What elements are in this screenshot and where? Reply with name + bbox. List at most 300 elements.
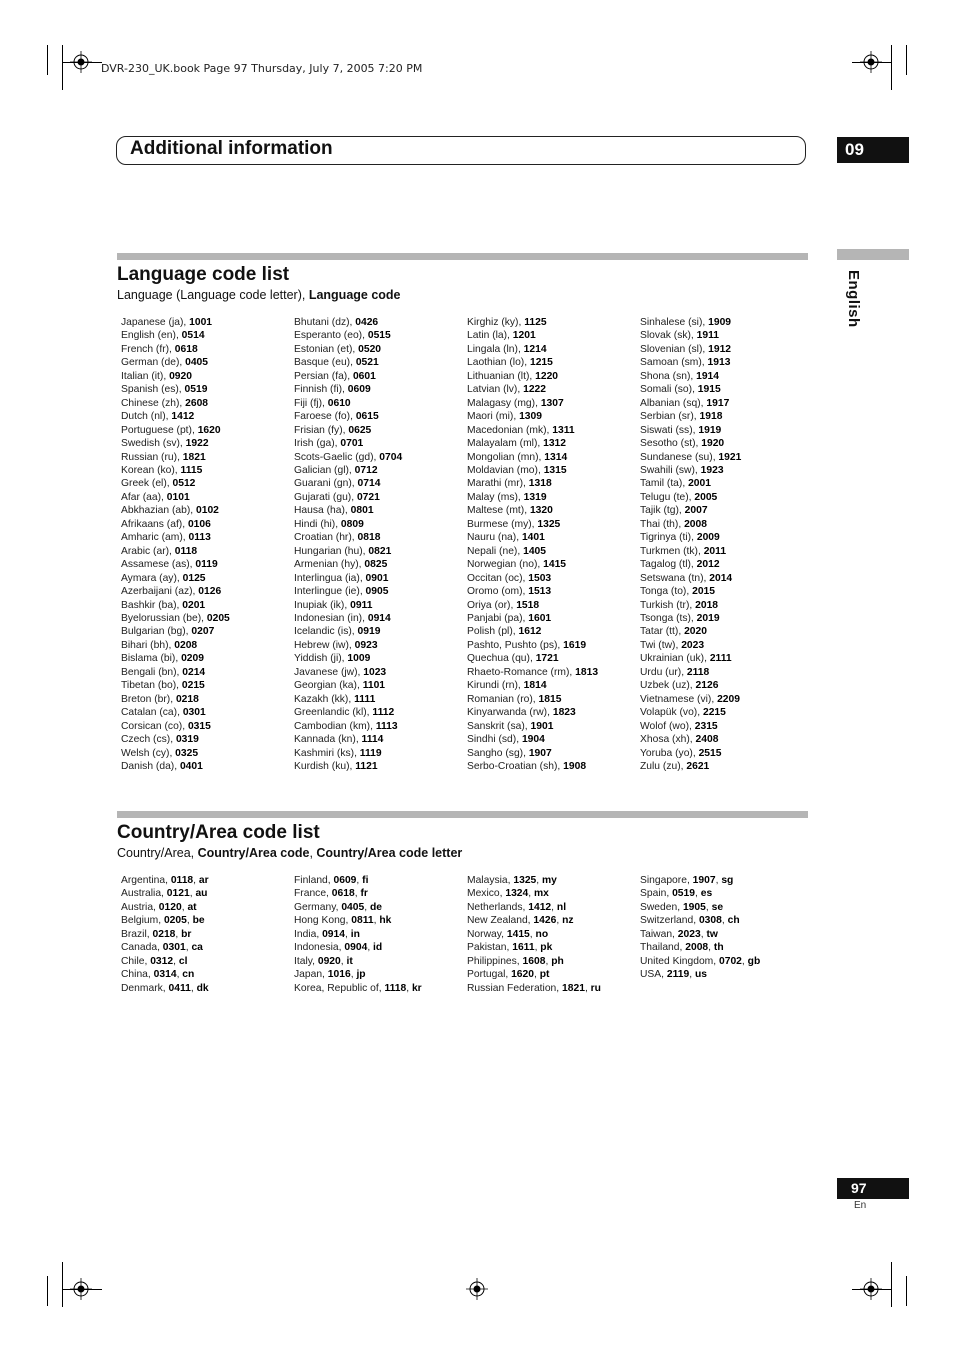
country-letter: id: [373, 942, 383, 954]
language-entry: [467, 518, 598, 531]
language-name: Interlingua (ia),: [294, 572, 366, 584]
country-name: Japan,: [294, 969, 328, 981]
country-name: Pakistan,: [467, 942, 513, 954]
language-code: 2111: [709, 653, 732, 665]
country-entry: [467, 968, 601, 981]
language-code: 0618: [174, 343, 198, 355]
language-entry: [467, 733, 598, 746]
language-entry: [467, 316, 598, 329]
language-code: 0914: [367, 612, 391, 624]
language-code: 1913: [707, 357, 731, 369]
country-letter: mx: [534, 888, 549, 900]
language-name: Assamese (as),: [121, 559, 196, 571]
country-entry: [294, 941, 422, 954]
language-name: Burmese (my),: [467, 518, 538, 530]
language-name: Ukrainian (uk),: [640, 653, 710, 665]
language-entry: [294, 720, 402, 733]
language-name: Irish (ga),: [294, 438, 341, 450]
language-code: 0214: [182, 666, 206, 678]
language-entry: [467, 356, 598, 369]
language-entry: [640, 720, 741, 733]
language-code: 1415: [543, 559, 567, 571]
language-code: 0401: [179, 760, 203, 772]
language-name: Bhutani (dz),: [294, 317, 356, 328]
country-letter: au: [195, 888, 208, 900]
language-column: [640, 316, 741, 773]
language-name: Bislama (bi),: [121, 653, 182, 665]
country-section-subtitle: [117, 845, 462, 861]
country-entry: [294, 928, 422, 941]
language-name: Catalan (ca),: [121, 707, 183, 719]
language-entry: [467, 343, 598, 356]
language-code: 0102: [195, 505, 219, 517]
language-code: 1112: [372, 707, 395, 719]
language-code: 0920: [169, 370, 192, 382]
language-name: Hausa (ha),: [294, 505, 351, 517]
language-name: Dutch (nl),: [121, 411, 172, 423]
language-code: 0721: [356, 491, 380, 503]
country-name: China,: [121, 969, 154, 981]
country-name: Philippines,: [467, 955, 523, 967]
registration-mark-icon: [860, 51, 882, 73]
language-code: 2001: [688, 478, 711, 490]
language-name: Arabic (ar),: [121, 545, 175, 557]
subtitle-plain: Country/Area,: [117, 846, 198, 860]
country-name: Malaysia,: [467, 875, 514, 886]
language-code: 1320: [529, 505, 553, 517]
language-name: Persian (fa),: [294, 370, 353, 382]
language-entry: [121, 545, 230, 558]
language-entry: [121, 464, 230, 477]
language-name: Maori (mi),: [467, 411, 520, 423]
crop-mark: [47, 45, 48, 75]
language-entry: [467, 612, 598, 625]
language-code: 2008: [684, 518, 707, 530]
country-name: Thailand,: [640, 942, 686, 954]
language-entry: [294, 477, 402, 490]
separator: ,: [344, 928, 351, 940]
language-name: Sesotho (st),: [640, 438, 702, 450]
language-name: English (en),: [121, 330, 182, 342]
language-entry: [121, 410, 230, 423]
language-code: 1309: [519, 411, 542, 423]
language-code: 1909: [708, 317, 732, 328]
language-entry: [640, 477, 741, 490]
country-letter: nz: [562, 915, 574, 927]
language-entry: [640, 558, 741, 571]
country-code: 0405: [341, 901, 365, 913]
country-name: Mexico,: [467, 888, 506, 900]
language-code: 1412: [171, 411, 195, 423]
crop-mark: [906, 45, 907, 75]
country-name: USA,: [640, 969, 667, 981]
language-code: 0218: [175, 693, 199, 705]
language-entry: [467, 666, 598, 679]
language-column: [294, 316, 402, 773]
language-code: 1503: [528, 572, 552, 584]
language-name: Bihari (bh),: [121, 639, 175, 651]
country-code: 0121: [166, 888, 190, 900]
subtitle-bold: Country/Area code letter: [316, 846, 463, 860]
language-name: Sinhalese (si),: [640, 317, 709, 328]
language-entry: [294, 706, 402, 719]
page-title: Additional information: [130, 138, 333, 159]
country-name: Indonesia,: [294, 942, 345, 954]
language-entry: [121, 329, 230, 342]
separator: ,: [354, 888, 361, 900]
country-code: 1608: [522, 955, 546, 967]
language-name: Czech (cs),: [121, 734, 176, 746]
page-number: 97: [837, 1178, 909, 1199]
language-name: Samoan (sm),: [640, 357, 708, 369]
country-letter: tw: [706, 928, 718, 940]
separator: ,: [364, 901, 370, 913]
language-entry: [467, 652, 598, 665]
language-code: 0426: [355, 317, 379, 328]
crop-mark: [891, 45, 892, 90]
language-entry: [294, 316, 402, 329]
language-code: 1201: [512, 330, 536, 342]
language-code: 0118: [174, 545, 198, 557]
language-name: Malagasy (mg),: [467, 397, 541, 409]
language-name: Sangho (sg),: [467, 747, 529, 759]
language-code: 0319: [175, 734, 199, 746]
language-entry: [467, 437, 598, 450]
language-name: Armenian (hy),: [294, 559, 365, 571]
language-code: 1101: [362, 680, 386, 692]
language-code: 0521: [355, 357, 379, 369]
subtitle-bold: Language code: [308, 288, 401, 302]
language-code: 1619: [563, 639, 587, 651]
country-code: 2008: [685, 942, 709, 954]
language-entry: [640, 706, 741, 719]
country-letter: ru: [590, 982, 601, 994]
language-name: Interlingue (ie),: [294, 586, 366, 598]
language-name: Finnish (fi),: [294, 384, 348, 396]
country-letter: ar: [198, 875, 209, 886]
language-entry: [467, 706, 598, 719]
language-name: Hebrew (iw),: [294, 639, 355, 651]
language-code: 1918: [699, 411, 723, 423]
language-code: 0520: [358, 343, 382, 355]
language-code: 1111: [354, 693, 376, 705]
language-code: 1113: [375, 720, 398, 732]
language-entry: [467, 720, 598, 733]
country-code: 0702: [719, 955, 742, 967]
country-entry: [294, 982, 422, 995]
language-name: Shona (sn),: [640, 370, 697, 382]
language-code: 1114: [361, 734, 384, 746]
language-name: Turkmen (tk),: [640, 545, 704, 557]
country-letter: in: [350, 928, 360, 940]
language-name: Breton (br),: [121, 693, 176, 705]
language-code: 1121: [355, 760, 378, 772]
language-entry: [121, 356, 230, 369]
language-name: Volapük (vo),: [640, 707, 703, 719]
language-code: 0514: [181, 330, 205, 342]
country-letter: kr: [411, 982, 422, 994]
language-code: 1612: [518, 626, 542, 638]
language-code: 1405: [523, 545, 547, 557]
language-name: Tigrinya (ti),: [640, 532, 697, 544]
language-code: 2209: [717, 693, 740, 705]
language-code: 0825: [364, 559, 388, 571]
language-code: 0923: [354, 639, 378, 651]
language-name: Tonga (to),: [640, 586, 693, 598]
country-name: Taiwan,: [640, 928, 678, 940]
language-name: Kashmiri (ks),: [294, 747, 360, 759]
language-entry: [640, 531, 741, 544]
language-code: 0714: [357, 478, 381, 490]
language-code: 0106: [187, 518, 211, 530]
language-entry: [467, 491, 598, 504]
country-letter: se: [711, 901, 724, 913]
language-name: Scots-Gaelic (gd),: [294, 451, 380, 463]
language-code: 0325: [175, 747, 199, 759]
language-name: Indonesian (in),: [294, 612, 368, 624]
language-code: 1001: [189, 317, 213, 328]
language-code: 1312: [543, 438, 567, 450]
country-entry: [467, 928, 601, 941]
language-entry: [294, 625, 402, 638]
separator: ,: [173, 955, 179, 967]
language-code: 0125: [182, 572, 206, 584]
language-code: 2007: [684, 505, 708, 517]
country-name: Canada,: [121, 942, 163, 954]
country-name: Switzerland,: [640, 915, 699, 927]
language-name: Kurdish (ku),: [294, 760, 356, 772]
language-entry: [640, 356, 741, 369]
language-code: 1620: [197, 424, 221, 436]
language-column: [467, 316, 598, 773]
language-entry: [640, 572, 741, 585]
language-name: Kirundi (rn),: [467, 680, 524, 692]
registration-mark-icon: [466, 1278, 488, 1300]
language-code: 1814: [523, 680, 547, 692]
language-entry: [294, 639, 402, 652]
country-name: United Kingdom,: [640, 955, 719, 967]
country-entry: [121, 901, 209, 914]
language-name: Polish (pl),: [467, 626, 519, 638]
language-entry: [121, 558, 230, 571]
country-letter: cl: [178, 955, 188, 967]
country-name: Brazil,: [121, 928, 153, 940]
language-name: Macedonian (mk),: [467, 424, 553, 436]
country-code: 1118: [384, 982, 407, 994]
language-code: 1125: [524, 317, 547, 328]
country-code: 0914: [322, 928, 345, 940]
separator: ,: [551, 901, 557, 913]
language-name: Latin (la),: [467, 330, 513, 342]
language-code: 0519: [184, 384, 208, 396]
language-code: 0901: [365, 572, 389, 584]
language-section-title: Language code list: [117, 264, 290, 285]
country-letter: dk: [196, 982, 209, 994]
language-name: Guarani (gn),: [294, 478, 358, 490]
language-entry: [640, 747, 741, 760]
country-letter: fi: [362, 875, 369, 886]
language-entry: [467, 531, 598, 544]
language-entry: [121, 437, 230, 450]
country-code: 1324: [505, 888, 529, 900]
language-code: 1920: [701, 438, 725, 450]
language-name: Thai (th),: [640, 518, 685, 530]
country-letter: de: [369, 901, 382, 913]
separator: ,: [367, 942, 374, 954]
language-entry: [640, 693, 741, 706]
language-code: 1911: [696, 330, 719, 342]
language-entry: [640, 518, 741, 531]
language-code: 1907: [528, 747, 552, 759]
country-code: 0609: [333, 875, 357, 886]
language-name: Albanian (sq),: [640, 397, 707, 409]
separator: ,: [534, 969, 540, 981]
language-entry: [294, 383, 402, 396]
country-code: 0205: [163, 915, 187, 927]
separator: ,: [545, 955, 552, 967]
language-entry: [294, 464, 402, 477]
crop-mark: [47, 1276, 48, 1306]
language-code: 0201: [182, 599, 206, 611]
language-code: 2118: [686, 666, 710, 678]
country-name: Denmark,: [121, 982, 169, 994]
language-name: Yoruba (yo),: [640, 747, 699, 759]
language-code: 2011: [703, 545, 727, 557]
language-code: 0515: [367, 330, 391, 342]
country-letter: it: [346, 955, 353, 967]
language-entry: [640, 464, 741, 477]
country-code: 1415: [506, 928, 530, 940]
language-code: 0625: [348, 424, 372, 436]
language-code: 2608: [185, 397, 209, 409]
language-name: Romanian (ro),: [467, 693, 539, 705]
language-entry: [640, 491, 741, 504]
separator: ,: [356, 875, 363, 886]
language-name: Malay (ms),: [467, 491, 524, 503]
separator: ,: [176, 969, 183, 981]
language-entry: [294, 652, 402, 665]
language-code: 0113: [188, 532, 211, 544]
language-entry: [294, 733, 402, 746]
language-code: 1921: [718, 451, 742, 463]
language-entry: [294, 760, 402, 773]
country-name: Korea, Republic of,: [294, 982, 385, 994]
country-entry: [467, 887, 601, 900]
country-code: 2119: [666, 969, 690, 981]
subtitle-plain: Language (Language code letter),: [117, 288, 309, 302]
language-name: Hungarian (hu),: [294, 545, 369, 557]
language-code: 2014: [709, 572, 733, 584]
language-name: Estonian (et),: [294, 343, 359, 355]
language-name: Icelandic (is),: [294, 626, 358, 638]
separator: ,: [705, 901, 712, 913]
country-name: Argentina,: [121, 875, 171, 886]
country-name: Australia,: [121, 888, 167, 900]
language-code: 2009: [696, 532, 720, 544]
language-entry: [640, 343, 741, 356]
language-entry: [467, 504, 598, 517]
language-entry: [294, 343, 402, 356]
language-code: 1215: [529, 357, 553, 369]
country-code: 0218: [152, 928, 176, 940]
country-entry: [121, 887, 209, 900]
language-code: 1318: [528, 478, 552, 490]
language-entry: [121, 599, 230, 612]
country-code: 0519: [672, 888, 695, 900]
language-code: 1912: [708, 343, 732, 355]
language-entry: [121, 585, 230, 598]
language-name: Georgian (ka),: [294, 680, 363, 692]
language-code: 1307: [540, 397, 564, 409]
country-entry: [294, 887, 422, 900]
language-name: Tajik (tg),: [640, 505, 685, 517]
country-entry: [294, 901, 422, 914]
country-letter: at: [187, 901, 197, 913]
country-letter: nl: [556, 901, 567, 913]
language-name: Hindi (hi),: [294, 518, 341, 530]
language-name: Lithuanian (lt),: [467, 370, 536, 382]
language-entry: [467, 760, 598, 773]
country-letter: es: [700, 888, 713, 900]
country-name: Italy,: [294, 955, 318, 967]
language-name: Occitan (oc),: [467, 572, 529, 584]
language-entry: [640, 410, 741, 423]
language-entry: [467, 585, 598, 598]
language-code: 0821: [368, 545, 392, 557]
language-entry: [640, 639, 741, 652]
language-code: 0610: [327, 397, 351, 409]
language-entry: [467, 679, 598, 692]
language-code: 0601: [352, 370, 376, 382]
language-name: Esperanto (eo),: [294, 330, 368, 342]
language-code: 2019: [696, 612, 720, 624]
separator: ,: [185, 942, 192, 954]
country-name: Chile,: [121, 955, 151, 967]
country-name: Spain,: [640, 888, 673, 900]
language-code: 1518: [516, 599, 540, 611]
language-name: Lingala (ln),: [467, 343, 524, 355]
language-name: Tsonga (ts),: [640, 612, 697, 624]
language-entry: [640, 451, 741, 464]
language-entry: [640, 397, 741, 410]
country-column: [640, 874, 760, 982]
language-entry: [467, 639, 598, 652]
country-code: 1905: [682, 901, 706, 913]
country-code: 1611: [512, 942, 535, 954]
separator: ,: [721, 915, 728, 927]
separator: ,: [584, 982, 591, 994]
language-name: Quechua (qu),: [467, 653, 536, 665]
language-name: Swedish (sv),: [121, 438, 186, 450]
language-name: Siswati (ss),: [640, 424, 699, 436]
country-code: 0904: [344, 942, 368, 954]
language-code: 0801: [350, 505, 374, 517]
language-entry: [640, 370, 741, 383]
language-code: 1009: [347, 653, 371, 665]
country-name: Netherlands,: [467, 901, 529, 913]
language-entry: [640, 545, 741, 558]
country-entry: [640, 901, 760, 914]
language-entry: [294, 666, 402, 679]
language-name: Wolof (wo),: [640, 720, 695, 732]
country-code: 1907: [692, 875, 716, 886]
registration-mark-icon: [70, 1278, 92, 1300]
language-name: Kannada (kn),: [294, 734, 362, 746]
language-code: 2015: [692, 586, 716, 598]
language-entry: [294, 397, 402, 410]
language-entry: [294, 410, 402, 423]
country-code: 1620: [511, 969, 534, 981]
